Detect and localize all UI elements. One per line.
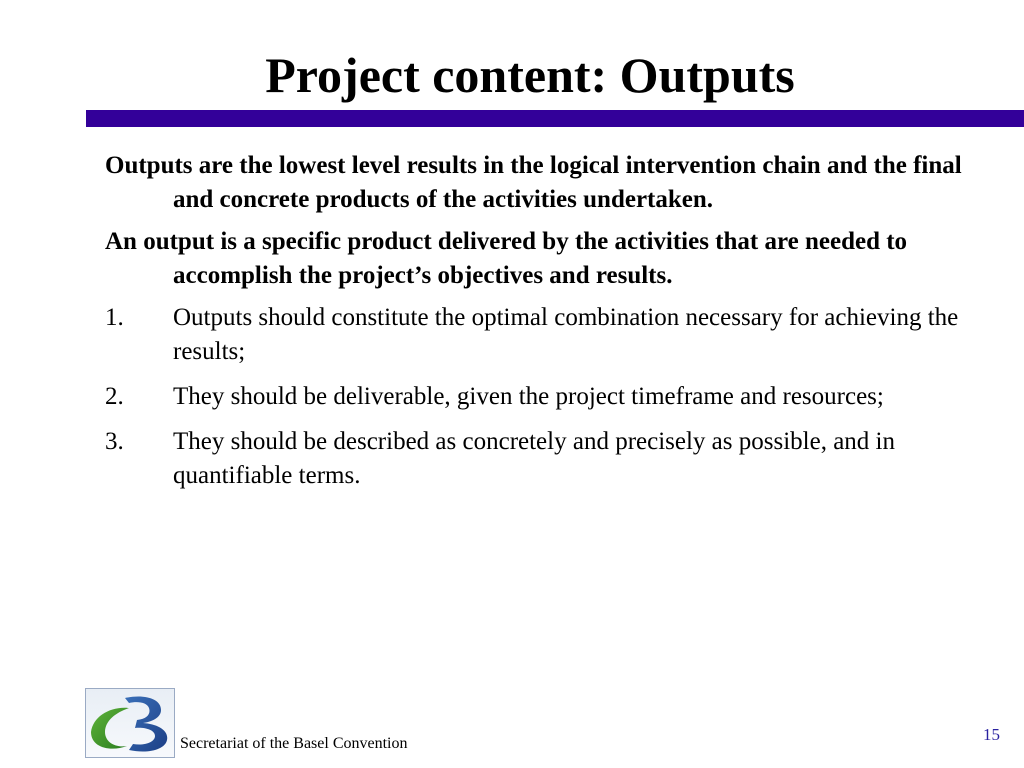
list-item <box>105 380 995 414</box>
list-item-number: 3. <box>105 428 124 455</box>
title-divider <box>86 110 1024 127</box>
body-paragraph: An output is a specific product delivered by the activities that are needed to accomplish the project’s objectives and results. <box>105 228 908 289</box>
list-item-number: 1. <box>105 304 124 331</box>
list-item-text: Outputs should constitute the optimal combination necessary for achieving the results; <box>173 304 959 365</box>
page-number: 15 <box>983 725 1000 744</box>
basel-convention-b-logo-icon <box>85 688 175 758</box>
list-item-text: They should be described as concretely and precisely as possible, and in quantifiable terms. <box>173 428 895 489</box>
title-divider-bar <box>86 110 1024 127</box>
list-item-text: They should be deliverable, given the project timeframe and resources; <box>173 383 884 410</box>
list-item <box>105 425 995 493</box>
body-paragraph: Outputs are the lowest level results in the logical intervention chain and the final and concrete products of the activities undertaken. <box>105 152 962 213</box>
footer-organization: Secretariat of the Basel Convention <box>180 735 408 752</box>
slide-body <box>105 149 995 504</box>
list-item <box>105 301 995 369</box>
list-item-number: 2. <box>105 383 124 410</box>
slide-title: Project content: Outputs <box>265 47 795 103</box>
